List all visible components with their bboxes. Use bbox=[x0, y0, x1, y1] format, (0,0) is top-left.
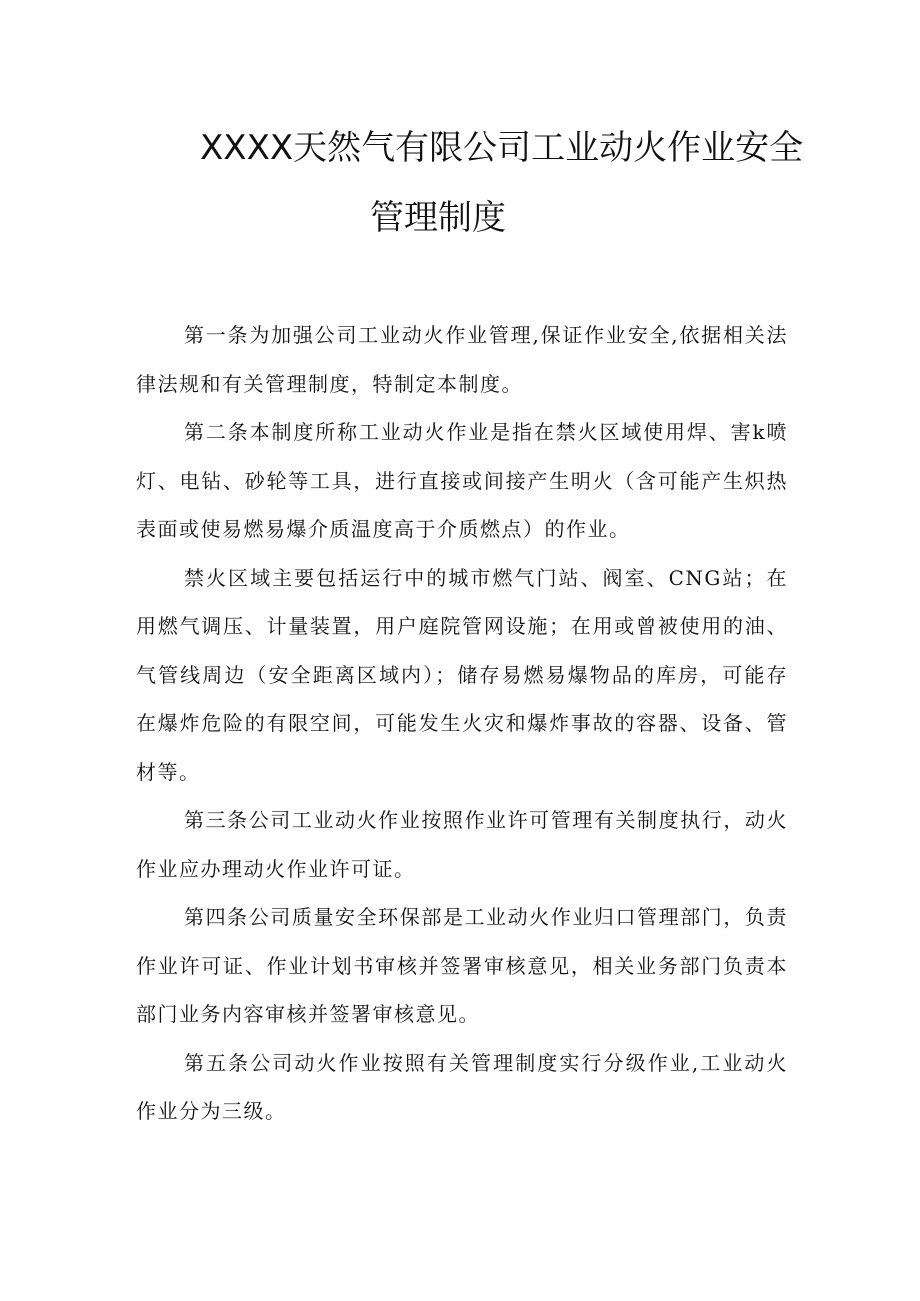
document-body bbox=[136, 311, 788, 1136]
paragraph-article-4: 第四条公司质量安全环保部是工业动火作业归口管理部门，负责作业许可证、作业计划书审核并签署审核意见，相关业务部门负责本部门业务内容审核并签署审核意见。 bbox=[136, 905, 788, 1026]
paragraph-article-1: 第一条为加强公司工业动火作业管理,保证作业安全,依据相关法律法规和有关管理制度，特制定本制度。 bbox=[136, 323, 788, 396]
paragraph-fire-prohibited-areas: 禁火区域主要包括运行中的城市燃气门站、阀室、CNG站；在用燃气调压、计量装置，用户庭院管网设施；在用或曾被使用的油、气管线周边（安全距离区域内）；储存易燃易爆物品的库房，可能存在爆炸危险的有限空间，可能发生火灾和爆炸事故的容器、设备、管材等。 bbox=[136, 565, 788, 784]
document-title-line-2: 管理制度 bbox=[370, 198, 506, 238]
document-title-line-1: XXXX天然气有限公司工业动火作业安全 bbox=[200, 128, 804, 168]
paragraph-article-5: 第五条公司动火作业按照有关管理制度实行分级作业,工业动火作业分为三级。 bbox=[136, 1050, 788, 1123]
paragraph-article-3: 第三条公司工业动火作业按照作业许可管理有关制度执行，动火作业应办理动火作业许可证。 bbox=[136, 808, 788, 881]
paragraph-article-2: 第二条本制度所称工业动火作业是指在禁火区域使用焊、害k喷灯、电钻、砂轮等工具，进行直接或间接产生明火（含可能产生炽热表面或使易燃易爆介质温度高于介质燃点）的作业。 bbox=[136, 420, 788, 541]
